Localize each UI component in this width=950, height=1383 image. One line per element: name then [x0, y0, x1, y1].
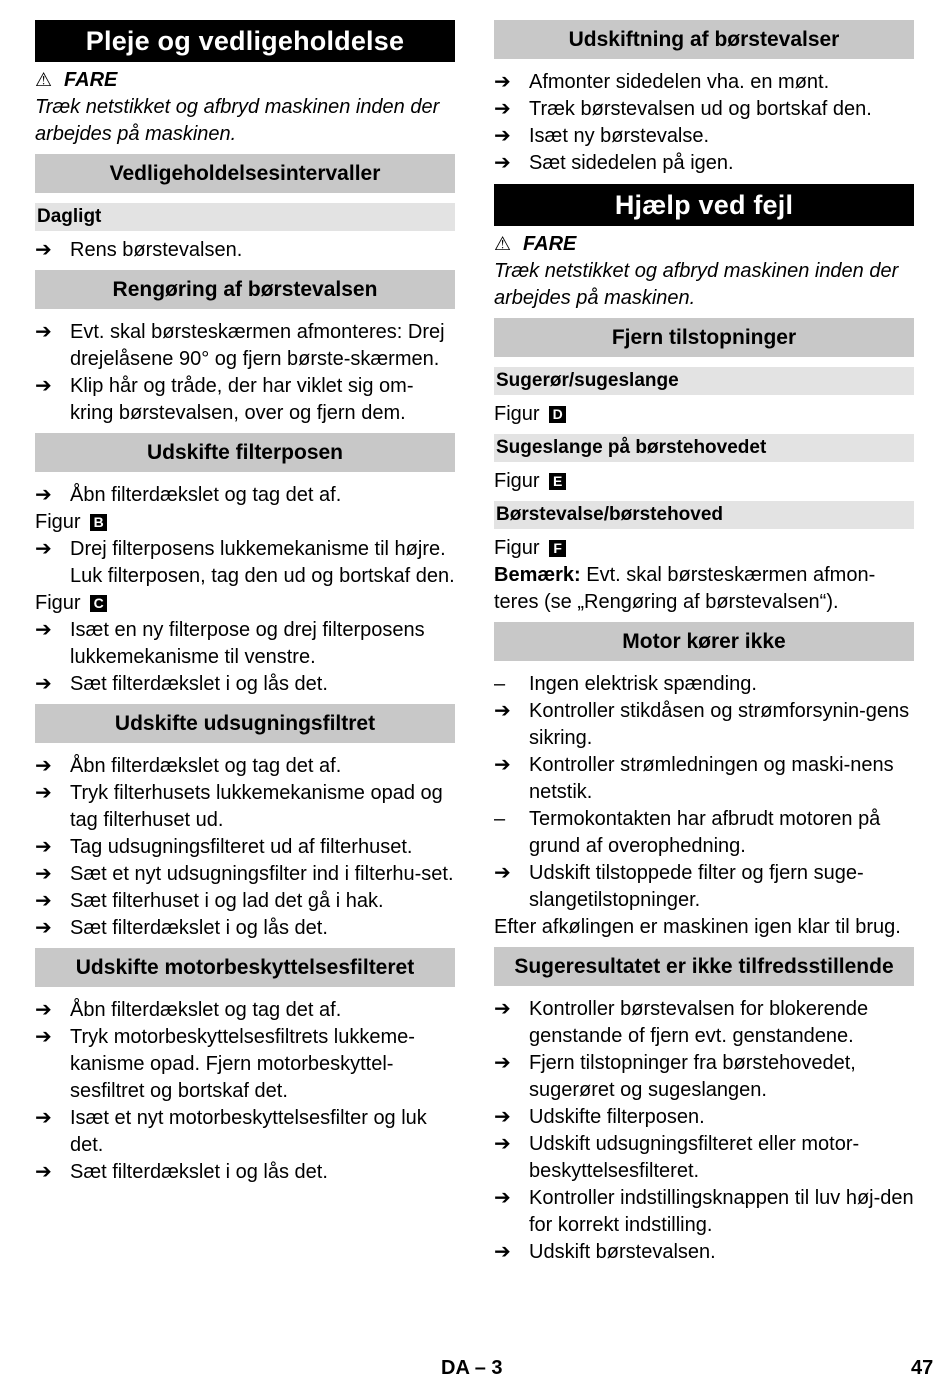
list-item-text: Sæt filterdækslet i og lås det. — [70, 1161, 328, 1183]
heading-intervals: Vedligeholdelsesintervaller — [35, 154, 455, 193]
arrow-right-icon: ➔ — [494, 700, 511, 722]
arrow-right-icon: ➔ — [35, 375, 52, 397]
warning-text: Træk netstikket og afbryd maskinen inden der arbejdes på maskinen. — [494, 260, 899, 309]
motor-list — [494, 671, 914, 914]
arrow-right-icon: ➔ — [35, 755, 52, 777]
suction-list — [494, 996, 914, 1266]
subheading-brush-head: Børstevalse/børstehoved — [494, 501, 914, 529]
list-item — [494, 1104, 914, 1131]
list-item-text: Kontroller strømledningen og maski-nens netstik. — [529, 754, 894, 803]
heading-motor-filter: Udskifte motorbeskyttelsesfilteret — [35, 948, 455, 987]
arrow-right-icon: ➔ — [35, 321, 52, 343]
list-item-text: Åbn filterdækslet og tag det af. — [70, 999, 342, 1021]
arrow-right-icon: ➔ — [35, 1107, 52, 1129]
list-item-text: Tag udsugningsfilteret ud af filterhuset. — [70, 836, 413, 858]
arrow-right-icon: ➔ — [494, 125, 511, 147]
heading-clean-brush: Rengøring af børstevalsen — [35, 270, 455, 309]
list-item-text: Rens børstevalsen. — [70, 239, 243, 261]
arrow-right-icon: ➔ — [35, 836, 52, 858]
arrow-right-icon: ➔ — [35, 782, 52, 804]
list-item-text: Kontroller indstillingsknappen til luv høj-den for korrekt indstilling. — [529, 1187, 914, 1236]
note-text: Evt. skal børsteskærmen afmon-teres (se „Rengøring af børstevalsen“). — [494, 564, 876, 613]
filterbag-list — [35, 617, 455, 698]
motor-after-text: Efter afkølingen er maskinen igen klar til brug. — [494, 916, 901, 938]
arrow-right-icon: ➔ — [494, 98, 511, 120]
arrow-right-icon: ➔ — [494, 754, 511, 776]
heading-clogs: Fjern tilstopninger — [494, 318, 914, 357]
arrow-right-icon: ➔ — [494, 1106, 511, 1128]
list-item — [494, 996, 914, 1050]
list-item-text: Isæt en ny filterpose og drej filterposens lukkemekanisme til venstre. — [70, 619, 425, 668]
list-item: ➔ Åbn filterdækslet og tag det af. — [35, 482, 455, 509]
list-item-text: Sæt filterdækslet i og lås det. — [70, 917, 328, 939]
arrow-right-icon: ➔ — [35, 484, 52, 506]
figure-badge: B — [90, 514, 107, 531]
page-number: 47 — [911, 1357, 934, 1379]
list-item — [35, 834, 455, 861]
arrow-right-icon: ➔ — [35, 1026, 52, 1048]
list-item-text: Tryk filterhusets lukkemekanisme opad og tag filterhuset ud. — [70, 782, 443, 831]
list-item-text: Kontroller stikdåsen og strømforsynin-gens sikring. — [529, 700, 910, 749]
list-item: ➔ Drej filterposens lukkemekanisme til højre. Luk filterposen, tag den ud og bortskaf den. — [35, 536, 455, 590]
figure-ref: Figur E — [494, 468, 914, 495]
list-item-text: Udskifte filterposen. — [529, 1106, 705, 1128]
list-item — [494, 123, 914, 150]
list-item-text: Sæt et nyt udsugningsfilter ind i filterhu-set. — [70, 863, 454, 885]
list-item — [35, 997, 455, 1024]
arrow-right-icon: ➔ — [494, 1052, 511, 1074]
list-item — [35, 780, 455, 834]
list-item — [35, 671, 455, 698]
section-title-care: Pleje og vedligeholdelse — [35, 20, 455, 62]
arrow-right-icon: ➔ — [494, 1241, 511, 1263]
brush-list — [494, 69, 914, 177]
arrow-right-icon: ➔ — [35, 890, 52, 912]
arrow-right-icon: ➔ — [35, 673, 52, 695]
list-item-text: Sæt sidedelen på igen. — [529, 152, 734, 174]
heading-exhaust-filter: Udskifte udsugningsfiltret — [35, 704, 455, 743]
figure-ref: Figur D — [494, 401, 914, 428]
list-item-text: Udskift udsugningsfilteret eller motor-beskyttelsesfilteret. — [529, 1133, 860, 1182]
warning-label: FARE — [523, 233, 577, 255]
arrow-right-icon: ➔ — [35, 239, 52, 261]
arrow-right-icon: ➔ — [494, 862, 511, 884]
arrow-right-icon: ➔ — [494, 1133, 511, 1155]
list-item — [35, 753, 455, 780]
list-item-text: Isæt et nyt motorbeskyttelsesfilter og luk det. — [70, 1107, 427, 1156]
figure-ref: Figur F — [494, 535, 914, 562]
list-item — [35, 1024, 455, 1105]
figure-badge: F — [549, 540, 566, 557]
list-item — [35, 373, 455, 427]
list-item — [35, 861, 455, 888]
list-item — [494, 150, 914, 177]
list-item-text: Åbn filterdækslet og tag det af. — [70, 755, 342, 777]
list-item — [35, 617, 455, 671]
dash-bullet: – — [494, 808, 506, 830]
list-item-text: Termokontakten har afbrudt motoren på grund af overophedning. — [529, 808, 881, 857]
daily-list — [35, 237, 455, 264]
subheading-hose-head: Sugeslange på børstehovedet — [494, 434, 914, 462]
arrow-right-icon: ➔ — [35, 1161, 52, 1183]
list-item — [494, 1131, 914, 1185]
list-item — [494, 671, 914, 698]
list-item-text: Udskift tilstoppede filter og fjern suge-slangetilstopninger. — [529, 862, 864, 911]
list-item — [494, 69, 914, 96]
warning-text: Træk netstikket og afbryd maskinen inden der arbejdes på maskinen. — [35, 96, 440, 145]
arrow-right-icon: ➔ — [494, 1187, 511, 1209]
list-item-text: Fjern tilstopninger fra børstehovedet, sugerøret og sugeslangen. — [529, 1052, 856, 1101]
heading-filterbag: Udskifte filterposen — [35, 433, 455, 472]
list-item — [35, 1105, 455, 1159]
list-item — [494, 1239, 914, 1266]
exhaust-list — [35, 753, 455, 942]
list-item-text: Isæt ny børstevalse. — [529, 125, 710, 147]
figure-badge: D — [549, 406, 566, 423]
heading-suction-result: Sugeresultatet er ikke tilfredsstillende — [494, 947, 914, 986]
figure-ref: Figur B — [35, 509, 455, 536]
list-item-text: Træk børstevalsen ud og bortskaf den. — [529, 98, 872, 120]
warning-triangle-icon: ⚠ — [35, 70, 53, 91]
arrow-right-icon: ➔ — [35, 619, 52, 641]
arrow-right-icon: ➔ — [494, 998, 511, 1020]
list-item — [35, 319, 455, 373]
list-item-text: Evt. skal børsteskærmen afmonteres: Drej drejelåsene 90° og fjern børste-skærmen. — [70, 321, 445, 370]
arrow-right-icon: ➔ — [35, 538, 52, 560]
arrow-right-icon: ➔ — [494, 152, 511, 174]
list-item-text: Udskift børstevalsen. — [529, 1241, 716, 1263]
list-item — [494, 1050, 914, 1104]
warning-label: FARE — [64, 69, 118, 91]
arrow-right-icon: ➔ — [35, 863, 52, 885]
note — [494, 562, 914, 616]
list-item — [35, 1159, 455, 1186]
list-item-text: Tryk motorbeskyttelsesfiltrets lukkeme-kanisme opad. Fjern motorbeskyttel-sesfiltret og bortskaf det. — [70, 1026, 415, 1102]
left-column — [35, 20, 455, 1186]
figure-badge: E — [549, 473, 566, 490]
heading-brush-replace: Udskiftning af børstevalser — [494, 20, 914, 59]
section-title-troubleshooting: Hjælp ved fejl — [494, 184, 914, 226]
list-item — [35, 237, 455, 264]
list-item — [494, 752, 914, 806]
list-item — [35, 915, 455, 942]
arrow-right-icon: ➔ — [35, 917, 52, 939]
list-item — [494, 806, 914, 860]
list-item — [35, 888, 455, 915]
list-item — [494, 860, 914, 914]
list-item — [494, 1185, 914, 1239]
note-label: Bemærk: — [494, 564, 581, 586]
figure-ref: Figur C — [35, 590, 455, 617]
arrow-right-icon: ➔ — [35, 999, 52, 1021]
arrow-right-icon: ➔ — [494, 71, 511, 93]
clean-list — [35, 319, 455, 427]
footer-section: DA – 3 — [441, 1357, 503, 1379]
list-item-text: Afmonter sidedelen vha. en mønt. — [529, 71, 830, 93]
list-item-text: Sæt filterdækslet i og lås det. — [70, 673, 328, 695]
right-column — [494, 20, 914, 1266]
list-item-text: Klip hår og tråde, der har viklet sig om-kring børstevalsen, over og fjern dem. — [70, 375, 414, 424]
warning-triangle-icon: ⚠ — [494, 234, 512, 255]
list-item-text: Sæt filterhuset i og lad det gå i hak. — [70, 890, 384, 912]
warning-heading — [494, 231, 914, 258]
subheading-suction-pipe: Sugerør/sugeslange — [494, 367, 914, 395]
warning-heading — [35, 67, 455, 94]
motor-filter-list — [35, 997, 455, 1186]
list-item-text: Ingen elektrisk spænding. — [529, 673, 757, 695]
dash-bullet: – — [494, 673, 506, 695]
figure-badge: C — [90, 595, 107, 612]
heading-motor-not-running: Motor kører ikke — [494, 622, 914, 661]
subheading-daily: Dagligt — [35, 203, 455, 231]
list-item — [494, 698, 914, 752]
list-item-text: Kontroller børstevalsen for blokerende genstande of fjern evt. genstandene. — [529, 998, 869, 1047]
list-item — [494, 96, 914, 123]
